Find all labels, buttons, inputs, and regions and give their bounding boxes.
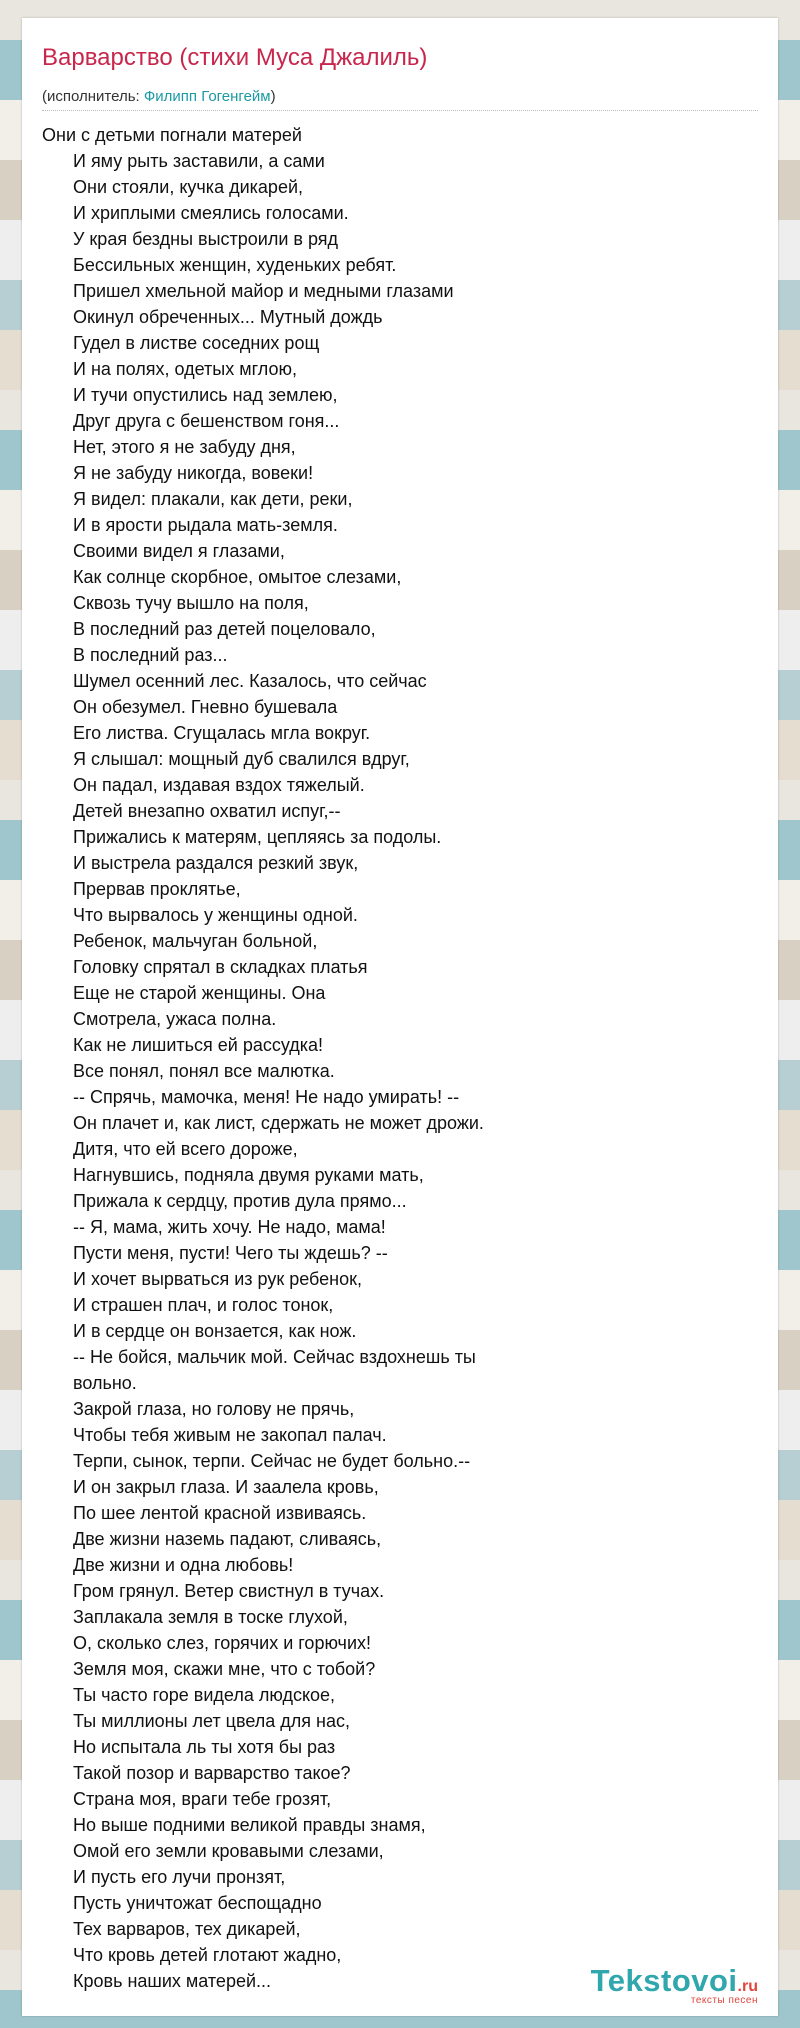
lyric-line: Еще не старой женщины. Она: [73, 983, 326, 1003]
lyric-line: Но выше подними великой правды знамя,: [73, 1815, 426, 1835]
lyric-line: Заплакала земля в тоске глухой,: [73, 1607, 348, 1627]
lyric-line: Я слышал: мощный дуб свалился вдруг,: [73, 749, 410, 769]
lyrics-card: [22, 18, 778, 2016]
lyric-line: И на полях, одетых мглою,: [73, 359, 297, 379]
site-logo[interactable]: [591, 1963, 758, 2006]
logo-wordmark: Tekstovoi: [590, 1963, 738, 1998]
logo-tagline: тексты песен: [690, 1995, 758, 2006]
lyric-line: Омой его земли кровавыми слезами,: [73, 1841, 384, 1861]
lyric-line: Они с детьми погнали матерей: [42, 125, 302, 145]
lyric-line: Детей внезапно охватил испуг,--: [73, 801, 341, 821]
lyric-line: Две жизни наземь падают, сливаясь,: [73, 1529, 382, 1549]
lyric-line: Он падал, издавая вздох тяжелый.: [73, 775, 365, 795]
lyric-line: Что кровь детей глотают жадно,: [73, 1945, 342, 1965]
lyric-line: Своими видел я глазами,: [73, 541, 285, 561]
lyric-line: Ты миллионы лет цвела для нас,: [73, 1711, 350, 1731]
lyric-line: Он плачет и, как лист, сдержать не может дрожи.: [73, 1113, 484, 1133]
lyric-line: -- Не бойся, мальчик мой. Сейчас вздохнешь ты: [73, 1347, 476, 1367]
lyric-line: Такой позор и варварство такое?: [73, 1763, 351, 1783]
divider: [42, 110, 758, 111]
lyric-line: И хочет вырваться из рук ребенок,: [73, 1269, 363, 1289]
lyric-line: И он закрыл глаза. И заалела кровь,: [73, 1477, 379, 1497]
lyric-line: Я видел: плакали, как дети, реки,: [73, 489, 353, 509]
lyric-line: Страна моя, враги тебе грозят,: [73, 1789, 332, 1809]
lyric-line: И страшен плач, и голос тонок,: [73, 1295, 334, 1315]
lyric-line: Пусти меня, пусти! Чего ты ждешь? --: [73, 1243, 388, 1263]
lyric-line: Ты часто горе видела людское,: [73, 1685, 336, 1705]
lyric-line: Как не лишиться ей рассудка!: [73, 1035, 324, 1055]
lyric-line: Шумел осенний лес. Казалось, что сейчас: [73, 671, 427, 691]
performer-suffix: ): [270, 88, 276, 105]
lyric-line: Прижала к сердцу, против дула прямо...: [73, 1191, 407, 1211]
lyric-line: Что вырвалось у женщины одной.: [73, 905, 358, 925]
lyric-line: Тех варваров, тех дикарей,: [73, 1919, 301, 1939]
lyric-line: Гудел в листве соседних рощ: [73, 333, 320, 353]
lyric-line: Как солнце скорбное, омытое слезами,: [73, 567, 402, 587]
lyric-line: В последний раз...: [73, 645, 228, 665]
lyric-line: Они стояли, кучка дикарей,: [73, 177, 304, 197]
lyric-line: Чтобы тебя живым не закопал палач.: [73, 1425, 387, 1445]
lyric-line: вольно.: [73, 1373, 137, 1393]
lyric-line: Нет, этого я не забуду дня,: [73, 437, 296, 457]
lyric-line: Я не забуду никогда, вовеки!: [73, 463, 314, 483]
lyric-line: Пусть уничтожат беспощадно: [73, 1893, 322, 1913]
lyric-line: И тучи опустились над землею,: [73, 385, 338, 405]
lyric-line: Его листва. Сгущалась мгла вокруг.: [73, 723, 371, 743]
lyric-line: Друг друга с бешенством гоня...: [73, 411, 340, 431]
lyric-line: Все понял, понял все малютка.: [73, 1061, 335, 1081]
lyric-line: И яму рыть заставили, а сами: [73, 151, 325, 171]
lyric-line: Дитя, что ей всего дороже,: [73, 1139, 298, 1159]
lyric-line: Смотрела, ужаса полна.: [73, 1009, 277, 1029]
performer-line: [42, 88, 276, 105]
lyric-line: И в ярости рыдала мать-земля.: [73, 515, 338, 535]
lyric-line: Сквозь тучу вышло на поля,: [73, 593, 309, 613]
lyric-line: -- Я, мама, жить хочу. Не надо, мама!: [73, 1217, 386, 1237]
lyric-line: Пришел хмельной майор и медными глазами: [73, 281, 454, 301]
lyrics-text: [42, 122, 484, 1994]
page-title: Варварство (стихи Муса Джалиль): [42, 44, 428, 71]
lyric-line: Две жизни и одна любовь!: [73, 1555, 294, 1575]
performer-prefix: (исполнитель:: [42, 88, 144, 105]
lyric-line: Бессильных женщин, худеньких ребят.: [73, 255, 397, 275]
lyric-line: Прервав проклятье,: [73, 879, 241, 899]
lyric-line: Нагнувшись, подняла двумя руками мать,: [73, 1165, 424, 1185]
lyric-line: И пусть его лучи пронзят,: [73, 1867, 286, 1887]
performer-link[interactable]: Филипп Гогенгейм: [143, 88, 271, 105]
lyric-line: Терпи, сынок, терпи. Сейчас не будет больно.--: [73, 1451, 471, 1471]
lyric-line: Окинул обреченных... Мутный дождь: [73, 307, 383, 327]
lyric-line: И выстрела раздался резкий звук,: [73, 853, 359, 873]
lyric-line: Он обезумел. Гневно бушевала: [73, 697, 338, 717]
logo-tld: .ru: [737, 1978, 758, 1995]
lyric-line: По шее лентой красной извиваясь.: [73, 1503, 367, 1523]
lyric-line: Гром грянул. Ветер свистнул в тучах.: [73, 1581, 385, 1601]
lyric-line: У края бездны выстроили в ряд: [73, 229, 339, 249]
lyric-line: Земля моя, скажи мне, что с тобой?: [73, 1659, 376, 1679]
lyric-line: Закрой глаза, но голову не прячь,: [73, 1399, 355, 1419]
lyric-line: Но испытала ль ты хотя бы раз: [73, 1737, 336, 1757]
lyric-line: -- Спрячь, мамочка, меня! Не надо умирать! --: [73, 1087, 460, 1107]
lyric-line: В последний раз детей поцеловало,: [73, 619, 376, 639]
lyric-line: О, сколько слез, горячих и горючих!: [73, 1633, 371, 1653]
lyric-line: Ребенок, мальчуган больной,: [73, 931, 318, 951]
lyric-line: Головку спрятал в складках платья: [73, 957, 368, 977]
lyric-line: Прижались к матерям, цепляясь за подолы.: [73, 827, 442, 847]
lyric-line: И хриплыми смеялись голосами.: [73, 203, 349, 223]
lyric-line: Кровь наших матерей...: [73, 1971, 272, 1991]
lyric-line: И в сердце он вонзается, как нож.: [73, 1321, 357, 1341]
